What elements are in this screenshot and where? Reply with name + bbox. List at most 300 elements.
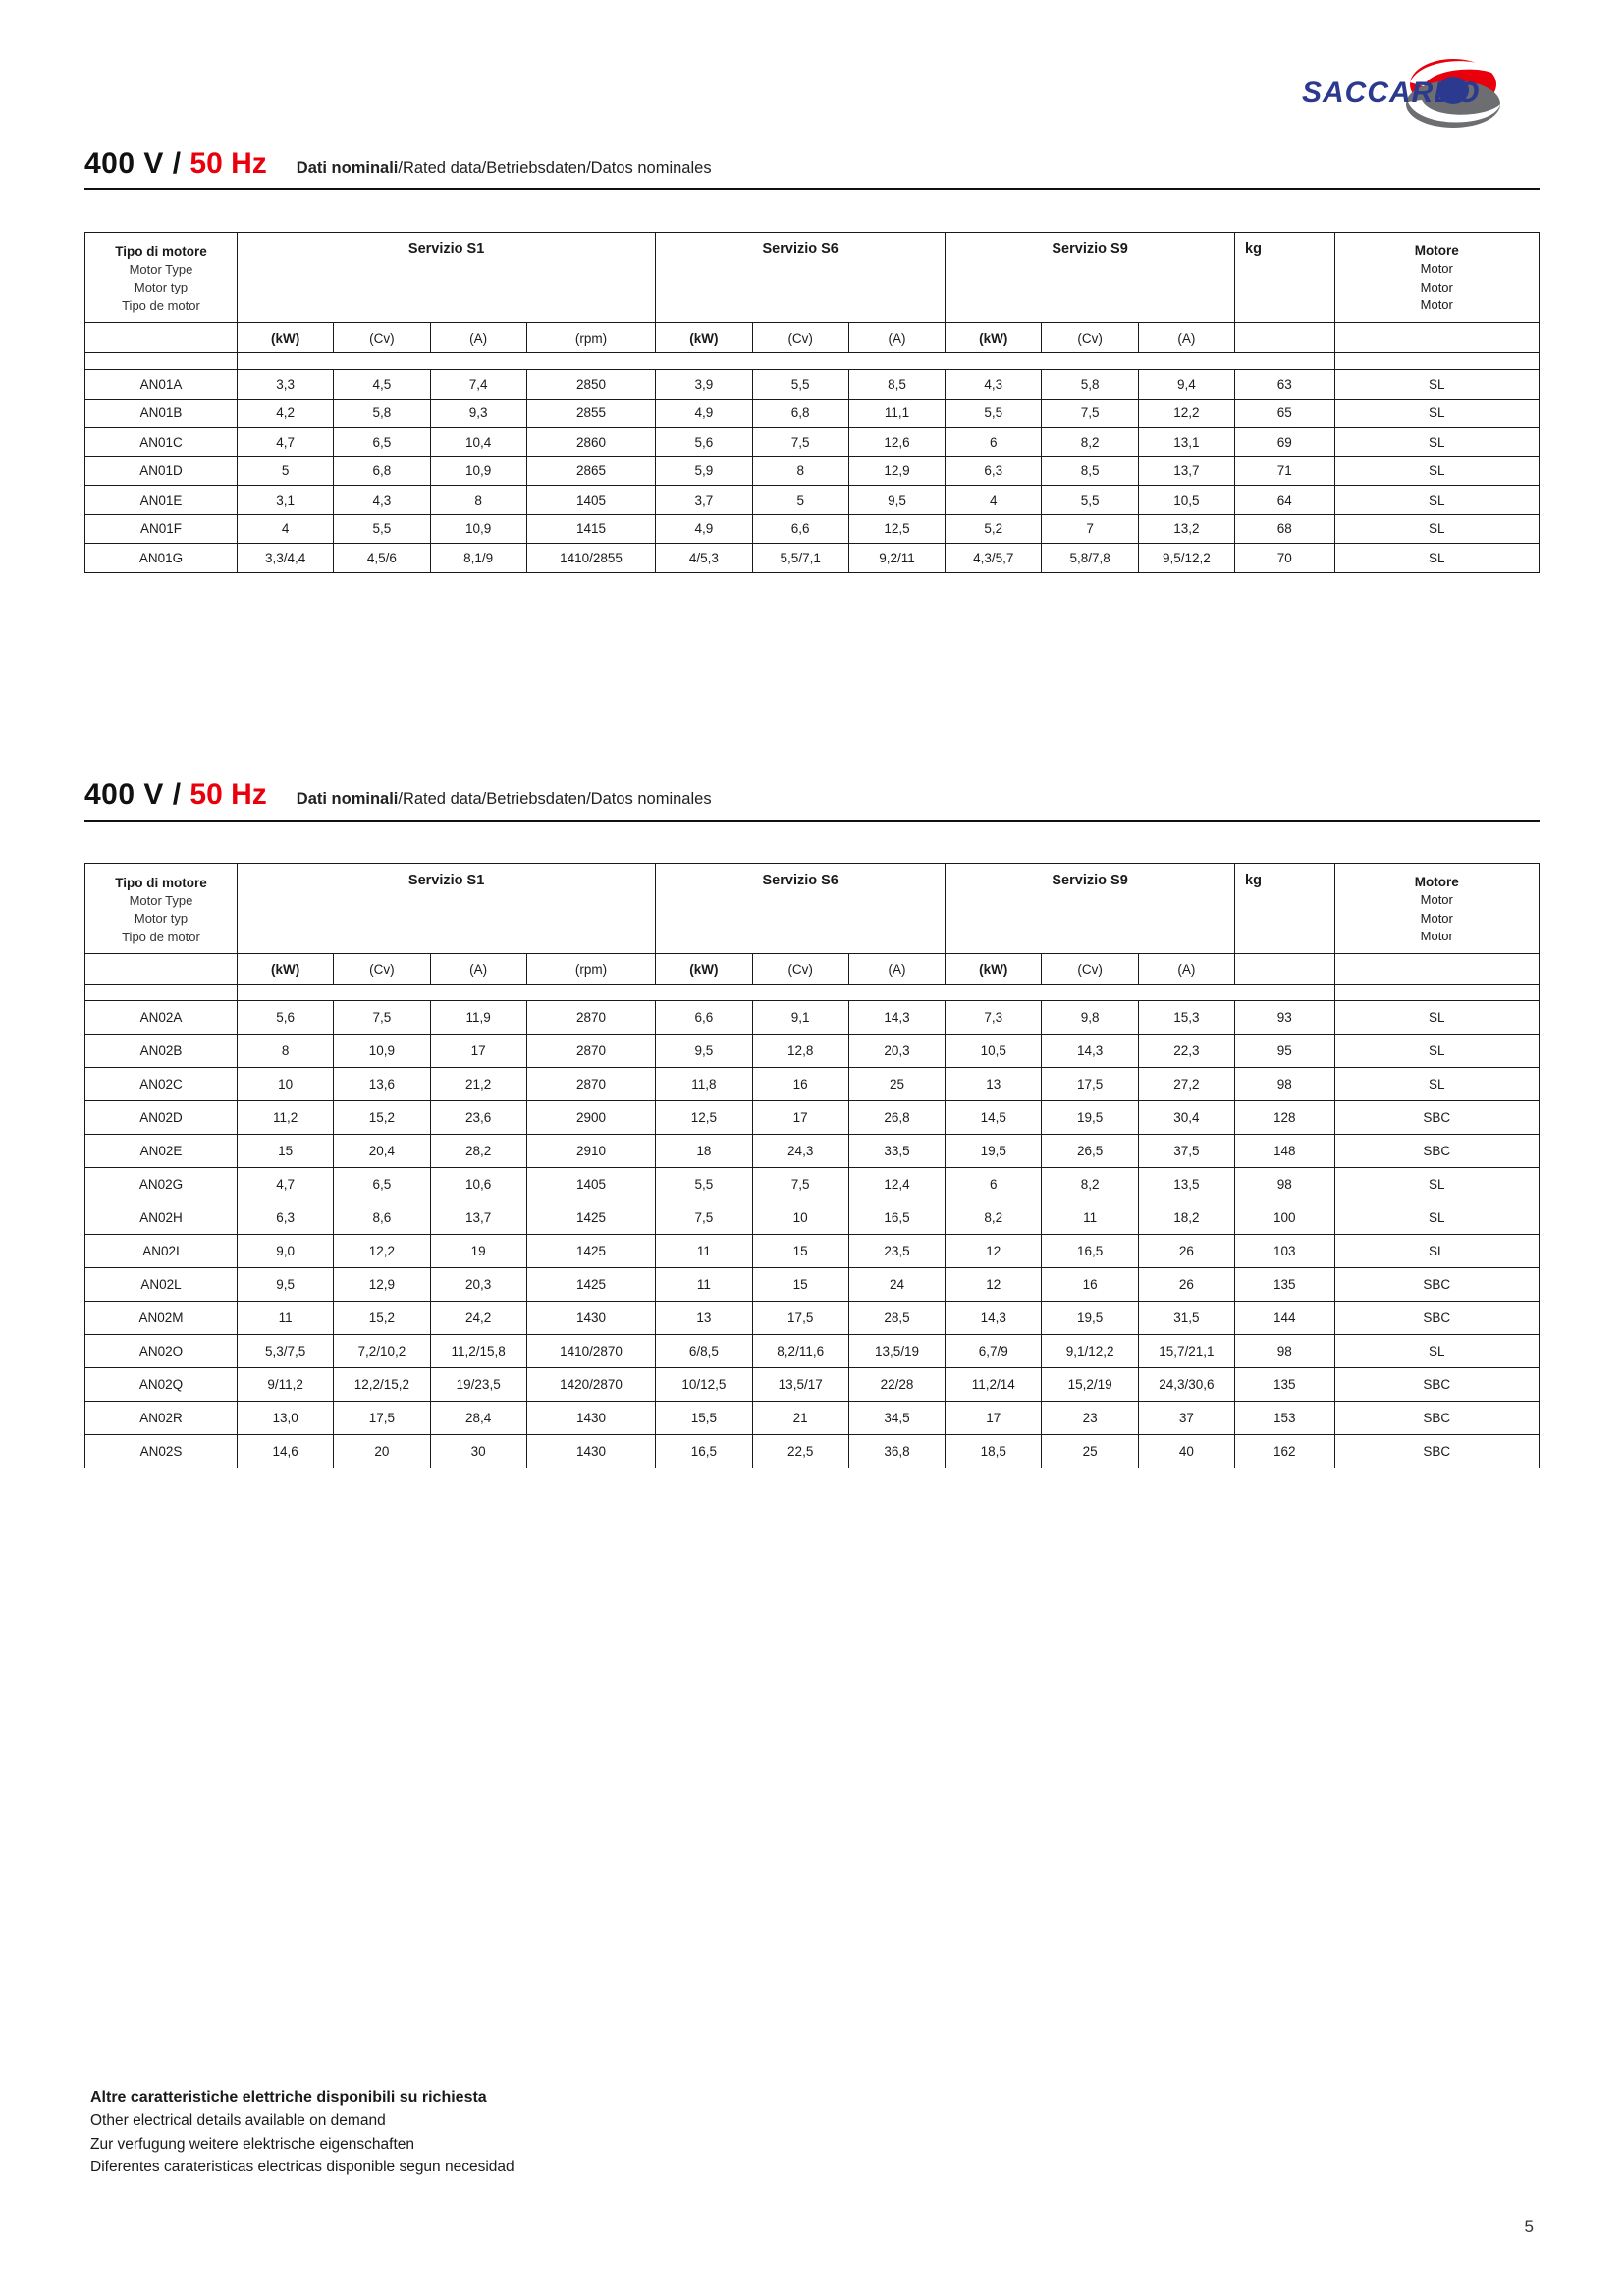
table-row (85, 1435, 1540, 1468)
table-cell: 4,3 (334, 486, 430, 515)
table-cell: 6,8 (334, 456, 430, 486)
table-cell: 1425 (526, 1201, 655, 1235)
header-motor-en-2: Motor (1420, 892, 1453, 908)
table-cell: 12,2/15,2 (334, 1368, 430, 1402)
table-body-2 (85, 1001, 1540, 1468)
table-cell: 11 (1042, 1201, 1138, 1235)
table-cell: 16 (1042, 1268, 1138, 1302)
table-cell: 6,7/9 (946, 1335, 1042, 1368)
table-cell: 100 (1235, 1201, 1335, 1235)
table-cell: SBC (1334, 1135, 1539, 1168)
header-unit-blank-motor-1 (1334, 323, 1539, 353)
header-unit-blank-left-2 (85, 954, 238, 985)
table-cell: 28,2 (430, 1135, 526, 1168)
heading-subtitle-rest-2: /Rated data/Betriebsdaten/Datos nominales (398, 790, 712, 808)
table-cell: 14,6 (237, 1435, 333, 1468)
table-cell: 24,2 (430, 1302, 526, 1335)
table-cell: 5,5 (1042, 486, 1138, 515)
table-cell: 9,3 (430, 399, 526, 428)
table-cell: 2855 (526, 399, 655, 428)
table-cell: 37,5 (1138, 1135, 1234, 1168)
table-cell: 103 (1235, 1235, 1335, 1268)
table-cell: 15,2 (334, 1302, 430, 1335)
section-heading-1 (84, 147, 1540, 187)
header-motor-type-it-2: Tipo di motore (115, 875, 207, 890)
table-cell: 11 (656, 1235, 752, 1268)
table-cell: 17,5 (334, 1402, 430, 1435)
table-cell: 15 (752, 1268, 848, 1302)
table-cell: 1405 (526, 486, 655, 515)
table-cell: 6,6 (752, 514, 848, 544)
cell-motor-type: AN02C (85, 1068, 238, 1101)
table-cell: 15,2/19 (1042, 1368, 1138, 1402)
table-cell: 2850 (526, 370, 655, 400)
footnote-line-es: Diferentes carateristicas electricas disponible segun necesidad (90, 2158, 514, 2175)
cell-motor-type: AN01G (85, 544, 238, 573)
header-unit-blank-left-1 (85, 323, 238, 353)
table-cell: 3,3/4,4 (237, 544, 333, 573)
table-cell: 2865 (526, 456, 655, 486)
table-cell: 65 (1235, 399, 1335, 428)
table-cell: 28,4 (430, 1402, 526, 1435)
table-cell: 10,5 (946, 1035, 1042, 1068)
table-cell: 2860 (526, 428, 655, 457)
table-cell: 28,5 (848, 1302, 945, 1335)
table-cell: 6,3 (237, 1201, 333, 1235)
cell-motor-type: AN01F (85, 514, 238, 544)
table-cell: SL (1334, 1068, 1539, 1101)
table-cell: SBC (1334, 1101, 1539, 1135)
table-cell: 14,3 (848, 1001, 945, 1035)
table-cell: SL (1334, 1035, 1539, 1068)
table-cell: 6,5 (334, 428, 430, 457)
table-cell: 5,6 (237, 1001, 333, 1035)
table-cell: 1430 (526, 1435, 655, 1468)
table-cell: 23,6 (430, 1101, 526, 1135)
table-cell: 15 (237, 1135, 333, 1168)
table-cell: 12,2 (1138, 399, 1234, 428)
table-cell: 17,5 (1042, 1068, 1138, 1101)
table-cell: 34,5 (848, 1402, 945, 1435)
table-cell: 3,9 (656, 370, 752, 400)
footnote-line-de: Zur verfugung weitere elektrische eigenschaften (90, 2135, 414, 2153)
table-cell: 5,8 (1042, 370, 1138, 400)
table-header-groups-2 (85, 864, 1540, 954)
header-unit-cv-s9-2: (Cv) (1042, 954, 1138, 985)
cell-motor-type: AN02S (85, 1435, 238, 1468)
table-cell: 7,5 (752, 428, 848, 457)
table-cell: 12 (946, 1268, 1042, 1302)
table-cell: 4,9 (656, 514, 752, 544)
table-row (85, 1135, 1540, 1168)
table-row (85, 1235, 1540, 1268)
table-cell: 20,3 (430, 1268, 526, 1302)
table-row (85, 399, 1540, 428)
table-cell: 18,5 (946, 1435, 1042, 1468)
table-cell: 10,9 (334, 1035, 430, 1068)
table-cell: 5,5 (334, 514, 430, 544)
table-cell: 11,1 (848, 399, 945, 428)
table-cell: 17 (752, 1101, 848, 1135)
cell-motor-type: AN01C (85, 428, 238, 457)
cell-motor-type: AN02M (85, 1302, 238, 1335)
header-unit-a-s1: (A) (430, 323, 526, 353)
table-cell: 13,5 (1138, 1168, 1234, 1201)
header-unit-a-s9-2: (A) (1138, 954, 1234, 985)
table-cell: 12,8 (752, 1035, 848, 1068)
cell-motor-type: AN02G (85, 1168, 238, 1201)
cell-motor-type: AN02D (85, 1101, 238, 1135)
table-cell: 4,5/6 (334, 544, 430, 573)
table-cell: SL (1334, 1335, 1539, 1368)
table-cell: 9,0 (237, 1235, 333, 1268)
table-cell: 4 (237, 514, 333, 544)
table-cell: SL (1334, 399, 1539, 428)
table-cell: 153 (1235, 1402, 1335, 1435)
table-row (85, 1068, 1540, 1101)
table-cell: 4,9 (656, 399, 752, 428)
table-row (85, 1035, 1540, 1068)
table-cell: 26 (1138, 1235, 1234, 1268)
table-cell: 6,3 (946, 456, 1042, 486)
cell-motor-type: AN02Q (85, 1368, 238, 1402)
table-cell: 1415 (526, 514, 655, 544)
table-cell: 23 (1042, 1402, 1138, 1435)
table-cell: 21,2 (430, 1068, 526, 1101)
table-cell: 5,6 (656, 428, 752, 457)
table-cell: 144 (1235, 1302, 1335, 1335)
header-kg-1: kg (1235, 233, 1335, 323)
header-motor-type-it: Tipo di motore (115, 243, 207, 259)
table-cell: 69 (1235, 428, 1335, 457)
table-cell: 13 (656, 1302, 752, 1335)
heading-rule-1 (84, 188, 1540, 190)
table-cell: 5,5 (946, 399, 1042, 428)
table-cell: 13,5/19 (848, 1335, 945, 1368)
table-cell: 1425 (526, 1235, 655, 1268)
cell-motor-type: AN01A (85, 370, 238, 400)
table-cell: 9,4 (1138, 370, 1234, 400)
table-cell: 5,9 (656, 456, 752, 486)
table-cell: 8,2 (946, 1201, 1042, 1235)
table-cell: 30 (430, 1435, 526, 1468)
table-cell: 4,7 (237, 1168, 333, 1201)
table-cell: 13,7 (430, 1201, 526, 1235)
table-cell: 11,2/15,8 (430, 1335, 526, 1368)
table-cell: 2910 (526, 1135, 655, 1168)
page-number: 5 (1524, 2217, 1534, 2236)
table-cell: 9,5/12,2 (1138, 544, 1234, 573)
header-unit-kw-s1: (kW) (237, 323, 333, 353)
table-cell: 8 (430, 486, 526, 515)
table-cell: 6,8 (752, 399, 848, 428)
heading-subtitle-bold: Dati nominali (296, 159, 399, 177)
table-cell: SL (1334, 456, 1539, 486)
header-unit-cv-s6: (Cv) (752, 323, 848, 353)
table-cell: 7,5 (1042, 399, 1138, 428)
table-cell: 4,7 (237, 428, 333, 457)
table-cell: 8,2/11,6 (752, 1335, 848, 1368)
table-cell: 24,3/30,6 (1138, 1368, 1234, 1402)
table-cell: 2870 (526, 1001, 655, 1035)
header-service-s1-1: Servizio S1 (237, 233, 655, 323)
table-cell: 2900 (526, 1101, 655, 1135)
table-cell: 13,0 (237, 1402, 333, 1435)
table-cell: 10,6 (430, 1168, 526, 1201)
company-logo (1294, 47, 1540, 137)
table-row (85, 428, 1540, 457)
header-unit-a-s1-2: (A) (430, 954, 526, 985)
table-cell: 14,3 (1042, 1035, 1138, 1068)
table-cell: 25 (1042, 1435, 1138, 1468)
table-cell: 12,5 (656, 1101, 752, 1135)
table-cell: 18 (656, 1135, 752, 1168)
table-cell: 15,3 (1138, 1001, 1234, 1035)
table-cell: 3,7 (656, 486, 752, 515)
table-cell: 19,5 (946, 1135, 1042, 1168)
header-motor-it-2: Motore (1414, 875, 1459, 889)
table-cell: 26 (1138, 1268, 1234, 1302)
table-cell: 1410/2855 (526, 544, 655, 573)
table-cell: 14,5 (946, 1101, 1042, 1135)
table-row (85, 544, 1540, 573)
table-cell: 11,9 (430, 1001, 526, 1035)
section-400v-50hz-2 (84, 778, 1540, 1468)
table-cell: 1420/2870 (526, 1368, 655, 1402)
table-cell: 63 (1235, 370, 1335, 400)
table-cell: 95 (1235, 1035, 1335, 1068)
table-cell: 36,8 (848, 1435, 945, 1468)
cell-motor-type: AN02I (85, 1235, 238, 1268)
header-unit-rpm-s1: (rpm) (526, 323, 655, 353)
table-cell: 16,5 (848, 1201, 945, 1235)
header-motor-it: Motore (1414, 243, 1459, 258)
table-cell: 128 (1235, 1101, 1335, 1135)
table-cell: 11,8 (656, 1068, 752, 1101)
table-cell: 5,2 (946, 514, 1042, 544)
footnote (90, 2086, 514, 2178)
table-cell: 15 (752, 1235, 848, 1268)
table-cell: 20 (334, 1435, 430, 1468)
header-unit-a-s6-2: (A) (848, 954, 945, 985)
table-cell: 3,3 (237, 370, 333, 400)
table-cell: 26,8 (848, 1101, 945, 1135)
heading-frequency: 50 Hz (189, 147, 267, 180)
table-cell: 1430 (526, 1302, 655, 1335)
table-cell: SL (1334, 486, 1539, 515)
table-cell: 6,6 (656, 1001, 752, 1035)
heading-subtitle (297, 159, 712, 178)
table-cell: 8,5 (1042, 456, 1138, 486)
table-cell: SL (1334, 1168, 1539, 1201)
table-header-units-1 (85, 323, 1540, 353)
table-row (85, 1001, 1540, 1035)
header-unit-kw-s9-2: (kW) (946, 954, 1042, 985)
header-motor-es-2: Motor (1420, 929, 1453, 944)
header-motor-type-es-2: Tipo de motor (122, 929, 200, 944)
header-unit-cv-s6-2: (Cv) (752, 954, 848, 985)
header-unit-kw-s6: (kW) (656, 323, 752, 353)
table-cell: SBC (1334, 1368, 1539, 1402)
table-row (85, 1302, 1540, 1335)
heading-subtitle-bold-2: Dati nominali (296, 790, 399, 808)
table-cell: 33,5 (848, 1135, 945, 1168)
table-cell: 19 (430, 1235, 526, 1268)
table-cell: 22/28 (848, 1368, 945, 1402)
table-spacer-row-2 (85, 985, 1540, 1001)
header-service-s9-2: Servizio S9 (946, 864, 1235, 954)
table-cell: 24 (848, 1268, 945, 1302)
table-cell: 5,3/7,5 (237, 1335, 333, 1368)
cell-motor-type: AN02O (85, 1335, 238, 1368)
table-cell: SL (1334, 428, 1539, 457)
cell-motor-type: AN02R (85, 1402, 238, 1435)
table-cell: 7,5 (752, 1168, 848, 1201)
table-cell: 20,4 (334, 1135, 430, 1168)
cell-motor-type: AN02B (85, 1035, 238, 1068)
table-cell: 27,2 (1138, 1068, 1234, 1101)
table-cell: 6 (946, 428, 1042, 457)
table-cell: 162 (1235, 1435, 1335, 1468)
table-cell: 4,2 (237, 399, 333, 428)
header-motor-1 (1334, 233, 1539, 323)
table-cell: 12,6 (848, 428, 945, 457)
table-cell: 4/5,3 (656, 544, 752, 573)
table-cell: SL (1334, 514, 1539, 544)
table-cell: 31,5 (1138, 1302, 1234, 1335)
table-cell: 12,9 (334, 1268, 430, 1302)
table-cell: 7,5 (656, 1201, 752, 1235)
header-motor-en: Motor (1420, 261, 1453, 277)
table-cell: 8 (752, 456, 848, 486)
heading-rule-2 (84, 820, 1540, 822)
table-cell: 12 (946, 1235, 1042, 1268)
table-cell: 98 (1235, 1068, 1335, 1101)
table-cell: 5,5 (752, 370, 848, 400)
table-cell: 14,3 (946, 1302, 1042, 1335)
table-cell: 10,9 (430, 456, 526, 486)
header-kg-2: kg (1235, 864, 1335, 954)
table-cell: 1425 (526, 1268, 655, 1302)
table-cell: 135 (1235, 1268, 1335, 1302)
table-cell: 9,5 (848, 486, 945, 515)
table-cell: 11 (656, 1268, 752, 1302)
table-cell: 12,4 (848, 1168, 945, 1201)
table-row (85, 1168, 1540, 1201)
table-cell: SL (1334, 1201, 1539, 1235)
table-cell: 5,8 (334, 399, 430, 428)
header-motor-de: Motor (1420, 279, 1453, 294)
table-cell: 4,5 (334, 370, 430, 400)
cell-motor-type: AN02E (85, 1135, 238, 1168)
table-cell: 11,2 (237, 1101, 333, 1135)
table-cell: 12,2 (334, 1235, 430, 1268)
footnote-line-en: Other electrical details available on demand (90, 2112, 386, 2130)
table-cell: 70 (1235, 544, 1335, 573)
table-cell: 71 (1235, 456, 1335, 486)
section-400v-50hz-1 (84, 147, 1540, 573)
header-motor-type-en: Motor Type (129, 261, 193, 277)
table-cell: 8,6 (334, 1201, 430, 1235)
heading-voltage-2: 400 V / (84, 778, 190, 811)
cell-motor-type: AN02L (85, 1268, 238, 1302)
table-cell: 10/12,5 (656, 1368, 752, 1402)
table-row (85, 486, 1540, 515)
table-cell: 15,7/21,1 (1138, 1335, 1234, 1368)
table-cell: 10 (752, 1201, 848, 1235)
table-row (85, 370, 1540, 400)
table-cell: 18,2 (1138, 1201, 1234, 1235)
table-cell: 16 (752, 1068, 848, 1101)
rated-data-table-2 (84, 863, 1540, 1468)
table-cell: 5,5 (656, 1168, 752, 1201)
svg-text:SACCARDO: SACCARDO (1302, 77, 1481, 109)
table-cell: 4,3 (946, 370, 1042, 400)
header-motor-de-2: Motor (1420, 910, 1453, 926)
table-cell: 10,9 (430, 514, 526, 544)
table-cell: 5,8/7,8 (1042, 544, 1138, 573)
table-cell: SL (1334, 370, 1539, 400)
table-cell: 11 (237, 1302, 333, 1335)
table-row (85, 1368, 1540, 1402)
table-cell: 13,7 (1138, 456, 1234, 486)
table-cell: 7 (1042, 514, 1138, 544)
table-cell: SBC (1334, 1302, 1539, 1335)
table-row (85, 1402, 1540, 1435)
table-cell: 17 (946, 1402, 1042, 1435)
header-service-s6-1: Servizio S6 (656, 233, 946, 323)
cell-motor-type: AN01E (85, 486, 238, 515)
table-cell: 11,2/14 (946, 1368, 1042, 1402)
table-cell: 25 (848, 1068, 945, 1101)
header-service-s6-2: Servizio S6 (656, 864, 946, 954)
table-header-groups-1 (85, 233, 1540, 323)
table-cell: 40 (1138, 1435, 1234, 1468)
table-cell: 23,5 (848, 1235, 945, 1268)
table-cell: 15,2 (334, 1101, 430, 1135)
table-cell: 98 (1235, 1168, 1335, 1201)
table-row (85, 1201, 1540, 1235)
table-cell: 13,6 (334, 1068, 430, 1101)
table-cell: 13,5/17 (752, 1368, 848, 1402)
heading-subtitle-rest: /Rated data/Betriebsdaten/Datos nominales (398, 159, 712, 177)
table-cell: 98 (1235, 1335, 1335, 1368)
table-cell: 3,1 (237, 486, 333, 515)
table-cell: 26,5 (1042, 1135, 1138, 1168)
section-heading-2 (84, 778, 1540, 818)
header-motor-es: Motor (1420, 297, 1453, 313)
table-header-units-2 (85, 954, 1540, 985)
table-cell: 24,3 (752, 1135, 848, 1168)
header-unit-kw-s1-2: (kW) (237, 954, 333, 985)
header-motor-type-en-2: Motor Type (129, 892, 193, 908)
table-cell: 93 (1235, 1001, 1335, 1035)
footnote-line-it: Altre caratteristiche elettriche disponibili su richiesta (90, 2089, 487, 2107)
header-motor-type-1 (85, 233, 238, 323)
table-cell: 7,4 (430, 370, 526, 400)
table-cell: 6/8,5 (656, 1335, 752, 1368)
table-cell: 5,5/7,1 (752, 544, 848, 573)
table-row (85, 514, 1540, 544)
header-motor-type-es: Tipo de motor (122, 297, 200, 313)
table-cell: 1430 (526, 1402, 655, 1435)
header-unit-blank-motor-2 (1334, 954, 1539, 985)
table-cell: SL (1334, 544, 1539, 573)
header-service-s1-2: Servizio S1 (237, 864, 655, 954)
table-cell: 5 (237, 456, 333, 486)
table-cell: 37 (1138, 1402, 1234, 1435)
table-cell: 10,5 (1138, 486, 1234, 515)
